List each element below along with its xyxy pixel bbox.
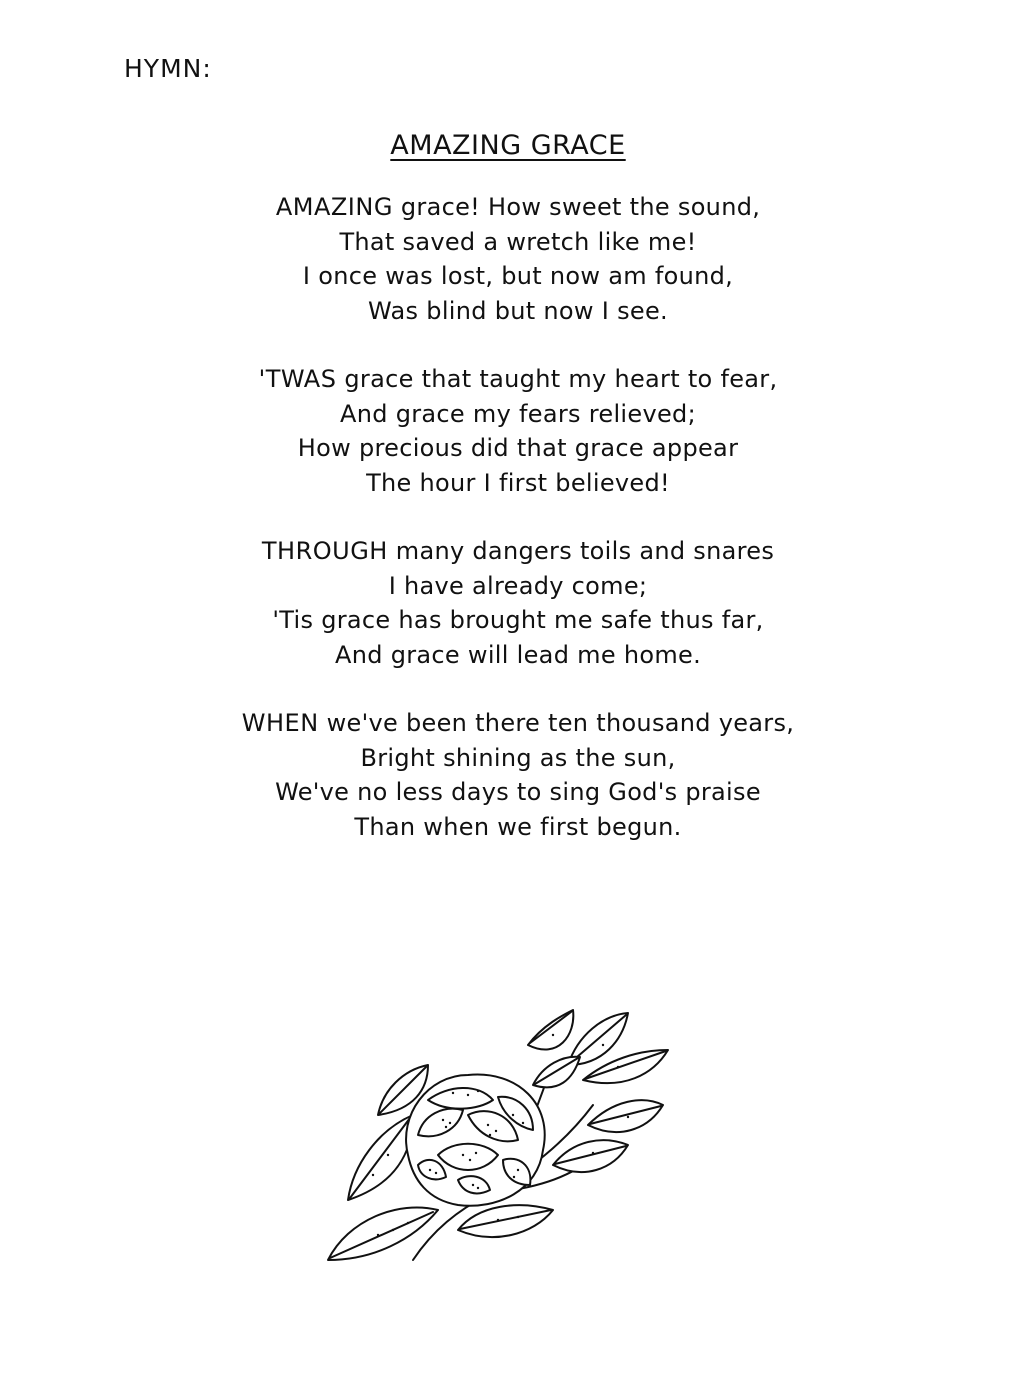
verse-line [0, 706, 1016, 741]
verse-line: 'Tis grace has brought me safe thus far, [272, 606, 764, 634]
verse-lead-word: THROUGH [261, 537, 388, 565]
verse-4 [0, 706, 1016, 844]
verse-line: I once was lost, but now am found, [302, 262, 734, 290]
verse-line: The hour I first believed! [366, 468, 670, 497]
verse-line: I have already come; [388, 571, 648, 600]
hymn-title-text: AMAZING GRACE [390, 130, 626, 161]
verse-line-text: we've been there ten thousand years, [318, 709, 795, 737]
verse-line: We've no less days to sing God's praise [275, 778, 761, 806]
verse-3 [0, 534, 1016, 672]
verse-line: That saved a wretch like me! [339, 227, 697, 256]
verse-line: Bright shining as the sun, [360, 743, 676, 772]
verse-line-text: grace! How sweet the sound, [392, 193, 761, 221]
verse-line [0, 534, 1016, 569]
verse-lead-word: WHEN [241, 709, 319, 737]
verse-line: Than when we first begun. [354, 812, 682, 841]
verse-lead-word: AMAZING [275, 193, 393, 221]
verse-line [0, 190, 1016, 225]
verse-line: And grace will lead me home. [335, 640, 701, 669]
verse-line: How precious did that grace appear [297, 434, 739, 462]
verse-1 [0, 190, 1016, 328]
camellia-flower-icon [318, 1005, 678, 1265]
verse-line: And grace my fears relieved; [340, 399, 696, 428]
verse-line [0, 362, 1016, 397]
verses [0, 190, 1016, 878]
verse-lead-word: 'TWAS [258, 365, 337, 393]
hymn-label: HYMN: [124, 54, 212, 83]
hymn-title [0, 130, 1016, 161]
verse-line: Was blind but now I see. [368, 296, 668, 325]
verse-line-text: grace that taught my heart to fear, [336, 365, 778, 393]
verse-line-text: many dangers toils and snares [387, 537, 775, 565]
verse-2 [0, 362, 1016, 500]
